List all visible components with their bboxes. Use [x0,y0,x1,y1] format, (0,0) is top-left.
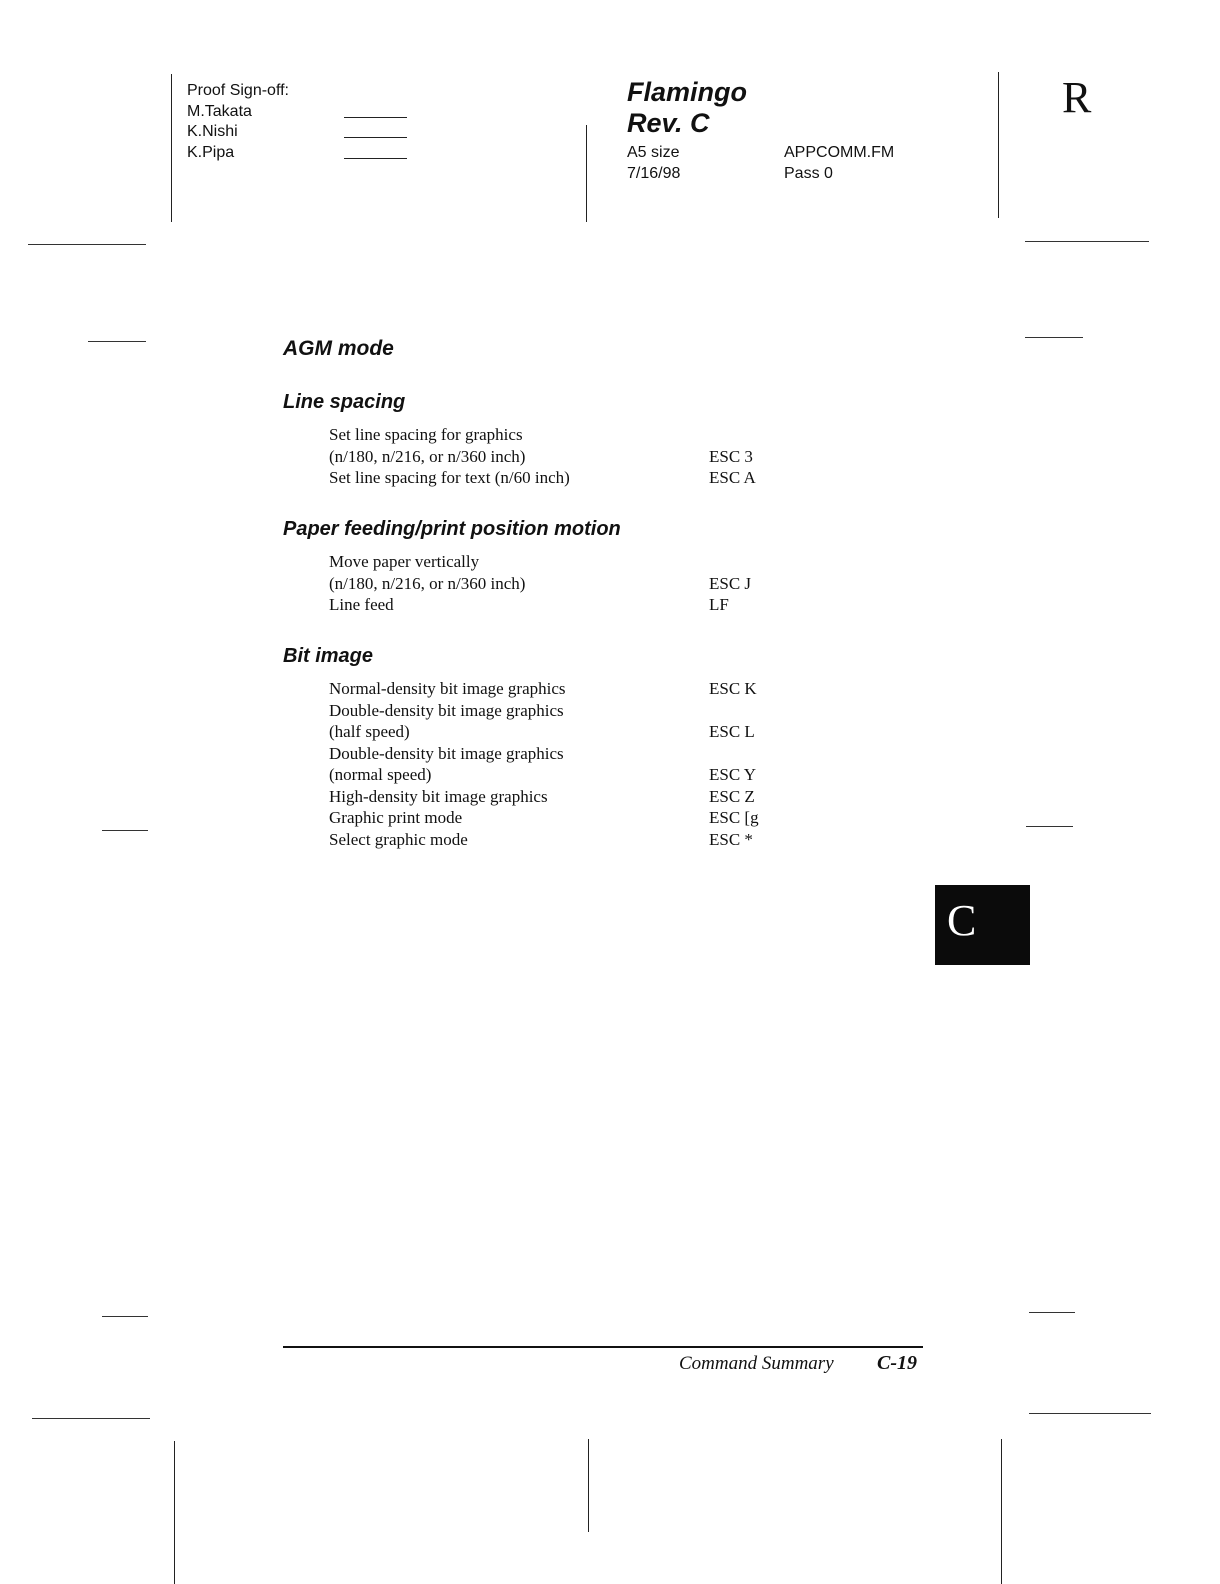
chapter-tab-letter: C [947,896,977,945]
revision-label: Rev. C [627,108,710,138]
crop-mark-bottom-center-vertical [588,1439,589,1532]
command-row [329,807,809,829]
crop-mark-right-3 [1026,826,1073,827]
signature-line [344,117,407,118]
command-description: Graphic print mode [329,808,463,827]
crop-mark-left-5 [32,1418,150,1419]
crop-mark-top-left-vertical [171,74,172,222]
command-description: (normal speed) [329,765,432,784]
crop-mark-left-4 [102,1316,148,1317]
command-code: ESC A [709,468,756,487]
signature-line [344,137,407,138]
file-name-label: APPCOMM.FM [784,144,895,161]
command-code: ESC * [709,829,753,849]
command-description: Select graphic mode [329,829,468,849]
command-list [329,551,809,616]
command-description: Double-density bit image graphics [329,743,564,763]
signer-name: M.Takata [187,102,252,120]
project-name: Flamingo [627,77,747,107]
command-description: Normal-density bit image graphics [329,679,566,698]
crop-mark-right-1 [1025,241,1149,242]
command-description: Double-density bit image graphics [329,700,564,720]
command-code: ESC Y [709,765,757,784]
command-row [329,678,809,700]
crop-mark-top-center-vertical [586,125,587,222]
command-row [329,829,809,851]
crop-mark-right-2 [1025,337,1083,338]
signoff-title: Proof Sign-off: [187,82,289,99]
footer-chapter-title: Command Summary [679,1353,834,1374]
crop-mark-left-1 [28,244,146,245]
paper-size-label: A5 size [627,144,680,161]
command-code: ESC Z [709,786,755,806]
command-row [329,594,809,616]
crop-mark-left-2 [88,341,146,342]
registration-mark: R [1062,73,1092,122]
pass-label: Pass 0 [784,165,833,182]
project-header [627,77,747,139]
signer-name: K.Nishi [187,123,238,140]
section-heading: Paper feeding/print position motion [283,518,621,540]
section-heading: Bit image [283,645,374,667]
command-row [329,721,809,743]
command-row [329,786,809,808]
command-description: (n/180, n/216, or n/360 inch) [329,573,526,593]
command-list [329,678,809,850]
command-code: ESC L [709,722,755,741]
command-code: ESC [g [709,808,759,827]
section-heading: Line spacing [283,391,406,413]
command-description: Move paper vertically [329,552,480,571]
command-description: Set line spacing for graphics [329,425,523,444]
command-description: Line feed [329,595,394,614]
crop-mark-bottom-left-vertical [174,1441,175,1584]
footer-rule [283,1346,923,1348]
crop-mark-left-3 [102,830,148,831]
page-title: AGM mode [283,337,394,360]
chapter-tab [935,885,1030,965]
crop-mark-right-5 [1029,1413,1151,1414]
command-row [329,764,809,786]
crop-mark-bottom-right-vertical [1001,1439,1002,1584]
command-row [329,573,809,595]
command-row [329,551,809,573]
crop-mark-right-4 [1029,1312,1075,1313]
command-code: ESC J [709,573,752,593]
command-row [329,743,809,765]
command-description: Set line spacing for text (n/60 inch) [329,468,570,487]
command-description: (n/180, n/216, or n/360 inch) [329,446,526,466]
command-list [329,424,809,489]
command-code: ESC K [709,679,757,698]
date-label: 7/16/98 [627,165,681,182]
command-description: High-density bit image graphics [329,786,548,806]
signature-line [344,158,407,159]
command-code: LF [709,595,729,614]
signer-name: K.Pipa [187,143,235,161]
command-row [329,446,809,468]
footer-page-number: C-19 [877,1352,917,1374]
command-description: (half speed) [329,722,410,741]
proof-signoff-block [187,81,289,163]
command-row [329,424,809,446]
command-row [329,467,809,489]
command-code: ESC 3 [709,446,753,466]
crop-mark-top-right-vertical [998,72,999,218]
command-row [329,700,809,722]
